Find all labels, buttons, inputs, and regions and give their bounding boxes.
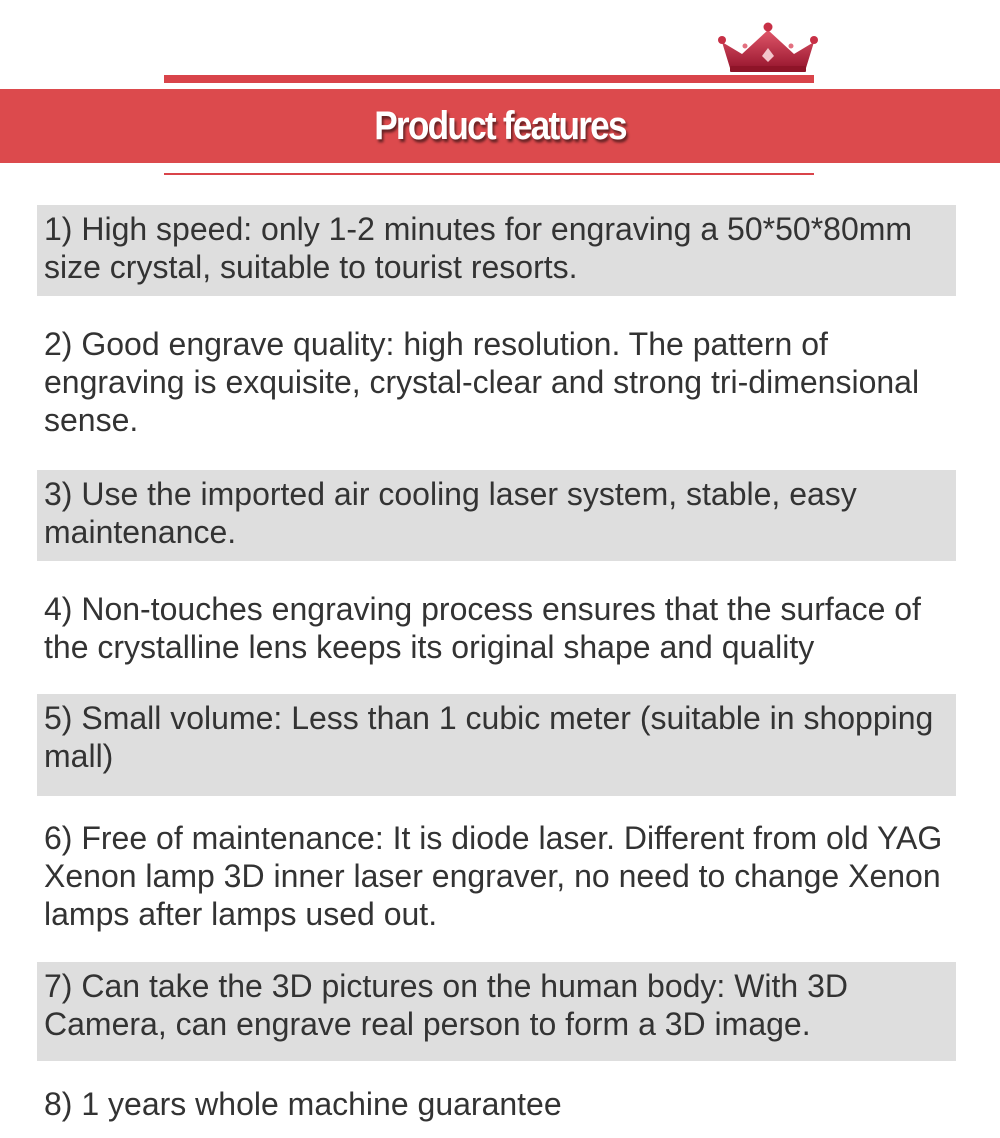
feature-item-4: 4) Non-touches engraving process ensures that the surface of the crystalline lens keeps its original shape and quality [44, 591, 921, 665]
feature-item-2: 2) Good engrave quality: high resolution. The pattern of engraving is exquisite, crystal-clear and strong tri-dimensional sense. [44, 326, 920, 438]
feature-item-7: 7) Can take the 3D pictures on the human body: With 3D Camera, can engrave real person to form a 3D image. [37, 962, 956, 1061]
feature-item-1: 1) High speed: only 1-2 minutes for engraving a 50*50*80mm size crystal, suitable to tourist resorts. [37, 205, 956, 296]
feature-item-5: 5) Small volume: Less than 1 cubic meter (suitable in shopping mall) [37, 694, 956, 796]
feature-item-8: 8) 1 years whole machine guarantee [44, 1086, 562, 1122]
feature-item-6: 6) Free of maintenance: It is diode laser. Different from old YAG Xenon lamp 3D inner laser engraver, no need to change Xenon lamps after lamps used out. [44, 820, 943, 932]
header-top-divider [164, 75, 814, 83]
header-bottom-divider [164, 173, 814, 175]
feature-item-3: 3) Use the imported air cooling laser system, stable, easy maintenance. [37, 470, 956, 561]
crown-icon [716, 20, 820, 74]
page-title: Product features [374, 104, 626, 148]
